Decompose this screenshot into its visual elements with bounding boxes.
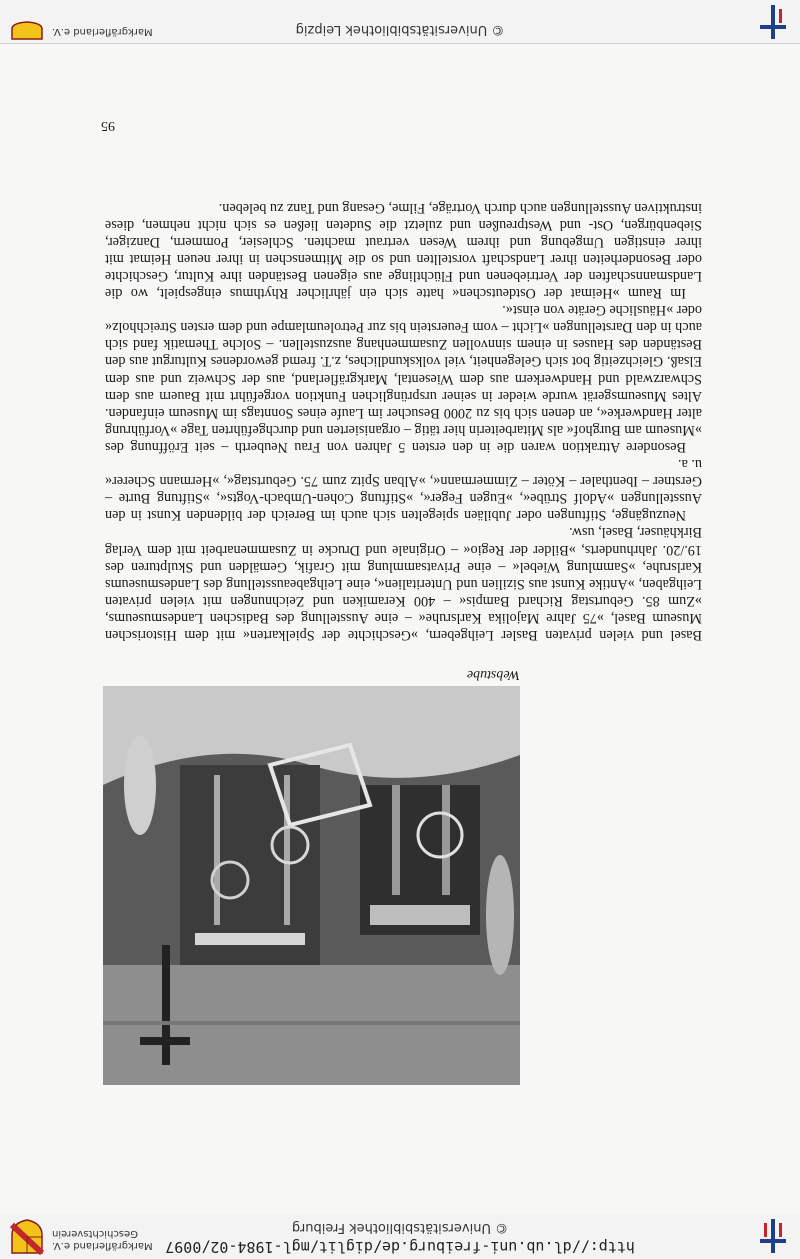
article-text — [105, 199, 702, 643]
copyright-notice: © Universitätsbibliothek Freiburg — [291, 1220, 509, 1235]
publisher-line-2: Geschichtsverein — [52, 1228, 138, 1239]
society-crest-icon — [10, 1219, 44, 1255]
viewer-footer — [0, 0, 800, 44]
page-number: 95 — [101, 118, 115, 133]
document-url[interactable]: http://dl.ub.uni-freiburg.de/diglit/mgl-1984-02/0097 — [165, 1238, 635, 1256]
viewer-header — [0, 1214, 800, 1259]
paragraph: Neuzugänge, Stiftungen oder Jubiläen spiegelten sich auch im Bereich der bildenden Kunst in den Ausstellungen »Adolf Strübe«, »Eugen Feger«, »Stiftung Cohen-Umbach-Vogts«, »Stiftung Burte – Gerstner – Ibenthaler – Köter – Zimmermann«, »Alban Spitz zum 75. Geburtstag«, »Hermann Scherer« u. a. — [105, 456, 702, 524]
scanned-page — [0, 44, 800, 1215]
copyright-notice-footer: © Universitätsbibliothek Leipzig — [295, 22, 505, 37]
paragraph: Im Raum »Heimat der Ostdeutschen« hatte sich ein jährlicher Rhythmus eingespielt, wo die Landsmannschaften der Vertriebenen und Flüchtlinge aus eigenen Beständen ihre Kultur, Geschichte oder Besonderheiten ihrer Landschaft vorstellten und so die Mitmenschen in ihrer neuen Heimat mit ihrer einstigen Umgebung und ihrem Wesen vertraut machten. Schlesier, Pommern, Danziger, Siebenbürgen, Ost- und Westpreußen und zuletzt die Sudeten ließen es sich nicht nehmen, diese instruktiven Ausstellungen auch durch Vorträge, Filme, Gesang und Tanz zu beleben. — [105, 199, 702, 302]
publisher-line-1: Markgräflerland e.V. — [52, 1240, 153, 1251]
society-crest-icon — [10, 21, 44, 41]
photo-caption: Webstube — [466, 667, 520, 682]
paragraph: Besondere Attraktion waren die in den ersten 5 Jahren von Frau Neuberth – seit Eröffnung des »Museum am Burghof« als Mitarbeiterin hier tätig – organisierten und durchgeführten Tage »Vorführung alter Handwerke«, an denen sich bis zu 2000 Besucher im Laufe eines Sonntags im Museum einfanden. Altes Museumsgerät wurde wieder in seiner ursprünglichen Funktion vorgeführt mit Bauern aus dem Schwarzwald und Handwerkern aus dem Wiesental, Markgräflerland, aus der Schweiz und aus dem Elsaß. Gleichzeitig bot sich Gelegenheit, viel volkskundliches, z.T. fremd gewordenes Kulturgut aus den Beständen des Hauses in einem sinnvollen Zusammenhang auszustellen. – Solche Thematik fand sich auch in den Darstellungen »Licht – vom Feuerstein bis zur Petroleumlampe und dem ersten Streichholz« oder »Häusliche Geräte von einst«. — [105, 302, 702, 455]
paragraph: Basel und vielen privaten Basler Leihgebern, »Geschichte der Spielkarten« mit dem Historischen Museum Basel, »75 Jahre Majolika Karlsruhe« – eine Ausstellung des Badischen Landesmuseums, »Zum 85. Geburtstag Richard Bampis« – 400 Keramiken und Zeichnungen mit vielen privaten Leihgaben, »Antike Kunst aus Sizilien und Unteritalien«, eine Leihgabeausstellung des Landesmuseums Karlsruhe, »Sammlung Wiebel« – eine Privatsammlung mit Grafik, Gemälden und Skulpturen des 19./20. Jahrhunderts, »Bilder der Regio« – Originale und Drucke in Zusammenarbeit mit dem Verlag Birkhäuser, Basel, usw. — [105, 524, 702, 643]
publisher-name — [52, 1227, 162, 1251]
weaving-room-photo — [103, 686, 520, 1085]
publisher-name-footer: Markgräflerland e.V. — [52, 26, 153, 37]
